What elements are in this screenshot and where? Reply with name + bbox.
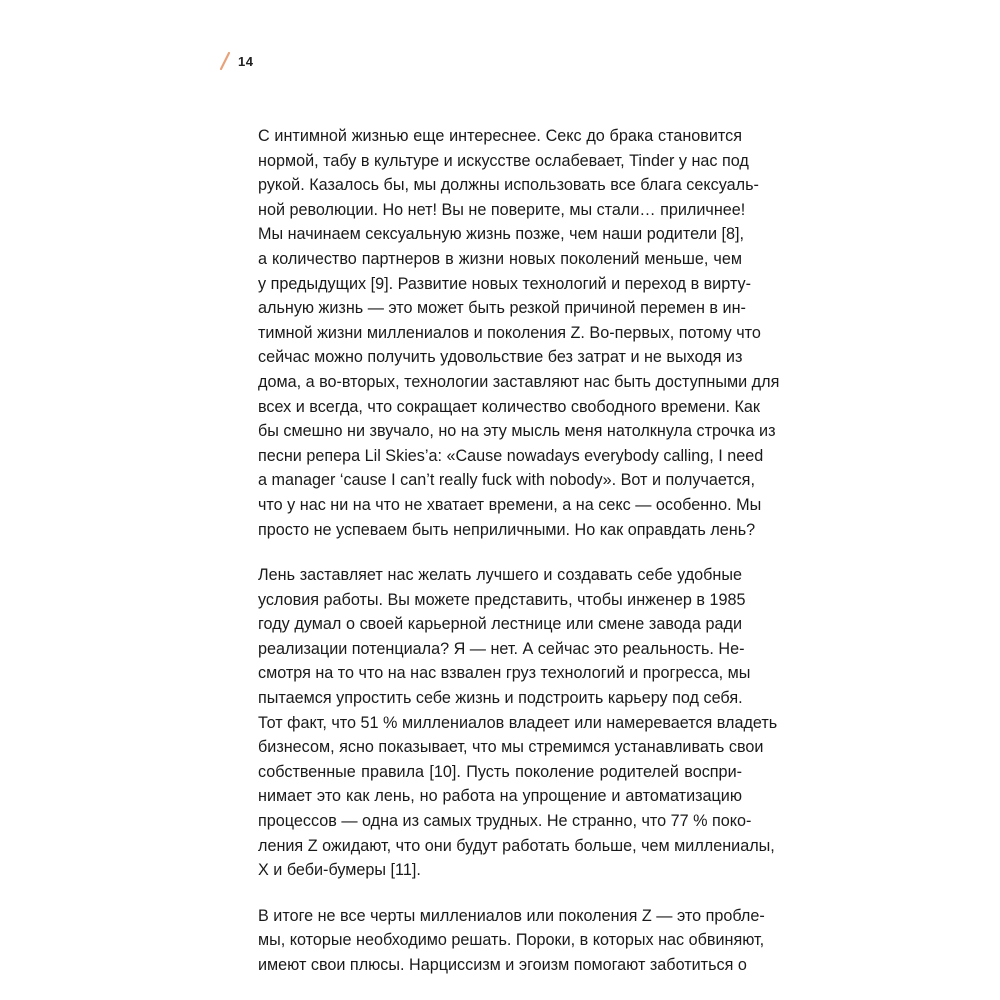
text-line: В итоге не все черты миллениалов или поколения Z — это пробле- <box>258 906 765 925</box>
text-line: бы смешно ни звучало, но на эту мысль меня натолкнула строчка из <box>258 422 776 441</box>
text-line: ления Z ожидают, что они будут работать больше, чем миллениалы, <box>258 836 775 855</box>
text-line: мы, которые необходимо решать. Пороки, в которых нас обвиняют, <box>258 931 765 950</box>
text-line: нормой, табу в культуре и искусстве ослабевает, Tinder у нас под <box>258 151 749 170</box>
page-number: 14 <box>238 53 254 69</box>
text-line: процессов — одна из самых трудных. Не странно, что 77 % поко- <box>258 812 752 831</box>
text-line: С интимной жизнью еще интереснее. Секс до брака становится <box>258 127 742 145</box>
text-line: Лень заставляет нас желать лучшего и создавать себе удобные <box>258 566 742 585</box>
text-line: имеют свои плюсы. Нарциссизм и эгоизм помогают заботиться о <box>258 956 747 974</box>
paragraph <box>258 124 780 542</box>
accent-slash-icon <box>218 51 232 71</box>
text-line: просто не успеваем быть неприличными. Но как оправдать лень? <box>258 520 756 539</box>
text-line: рукой. Казалось бы, мы должны использовать все блага сексуаль- <box>258 176 759 195</box>
text-line: сейчас можно получить удовольствие без затрат и не выходя из <box>258 348 743 367</box>
text-line: альную жизнь — это может быть резкой причиной перемен в ин- <box>258 299 746 318</box>
text-line: Мы начинаем сексуальную жизнь позже, чем наши родители [8], <box>258 225 745 244</box>
text-line: X и беби-бумеры [11]. <box>258 861 421 880</box>
text-line: реализации потенциала? Я — нет. А сейчас это реальность. Не- <box>258 639 745 658</box>
text-line: пытаемся упростить себе жизнь и подстроить карьеру под себя. <box>258 689 743 708</box>
text-line: нимает это как лень, но работа на упрощение и автоматизацию <box>258 787 742 806</box>
text-line: году думал о своей карьерной лестнице или смене завода ради <box>258 615 742 634</box>
page-header <box>218 50 253 72</box>
text-line: песни репера Lil Skies’a: «Cause nowadays everybody calling, I need <box>258 446 764 465</box>
text-line: условия работы. Вы можете представить, чтобы инженер в 1985 <box>258 590 746 609</box>
paragraph <box>258 904 765 978</box>
text-line: дома, а во-вторых, технологии заставляют нас быть доступными для <box>258 372 780 391</box>
text-line: собственные правила [10]. Пусть поколение родителей воспри- <box>258 762 742 781</box>
paragraph <box>258 563 778 883</box>
text-line: ной революции. Но нет! Вы не поверите, мы стали… приличнее! <box>258 200 746 219</box>
text-line: у предыдущих [9]. Развитие новых технологий и переход в вирту- <box>258 274 752 293</box>
text-line: а количество партнеров в жизни новых поколений меньше, чем <box>258 249 742 268</box>
text-line: тимной жизни миллениалов и поколения Z. Во-первых, потому что <box>258 323 761 342</box>
text-line: Тот факт, что 51 % миллениалов владеет или намеревается владеть <box>258 713 778 732</box>
text-line: всех и всегда, что сокращает количество свободного времени. Как <box>258 397 761 416</box>
text-line: смотря на то что на нас взвален груз технологий и прогресса, мы <box>258 664 751 683</box>
body-text <box>258 124 780 999</box>
text-line: бизнесом, ясно показывает, что мы стремимся устанавливать свои <box>258 738 764 757</box>
text-line: a manager ‘cause I can’t really fuck with nobody». Вот и получается, <box>258 471 755 490</box>
text-line: что у нас ни на что не хватает времени, а на секс — особенно. Мы <box>258 495 762 514</box>
